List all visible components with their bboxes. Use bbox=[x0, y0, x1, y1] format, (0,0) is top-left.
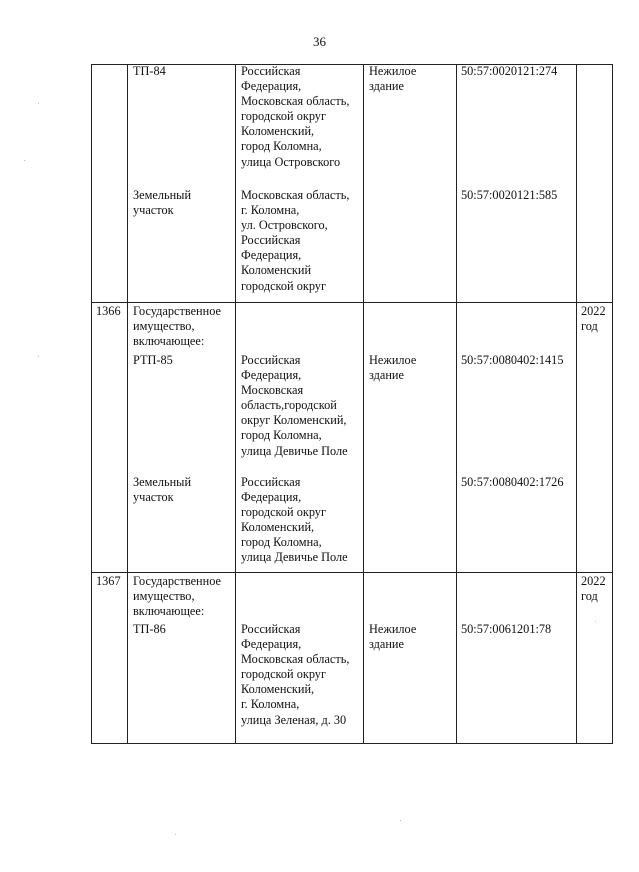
table-border-right bbox=[612, 64, 613, 744]
item-cadastral-number: 50:57:0061201:78 bbox=[461, 622, 552, 636]
item-cadastral-number: 50:57:0080402:1726 bbox=[461, 475, 564, 489]
item-name: ТП-86 bbox=[133, 622, 166, 636]
row-divider bbox=[91, 302, 613, 303]
scan-speck bbox=[38, 103, 39, 104]
item-type: Нежилое здание bbox=[369, 64, 417, 94]
item-address: Российская Федерация, городской округ Коломенский, город Коломна, улица Девичье Поле bbox=[241, 475, 348, 565]
row-header: Государственное имущество, включающее: bbox=[133, 574, 221, 619]
item-cadastral-number: 50:57:0080402:1415 bbox=[461, 353, 564, 367]
item-address: Российская Федерация, Московская область,городской округ Коломенский, город Коломна, улица Девичье Поле bbox=[241, 353, 348, 458]
page-number: 36 bbox=[313, 34, 326, 49]
item-type: Нежилое здание bbox=[369, 353, 417, 383]
row-header: Государственное имущество, включающее: bbox=[133, 304, 221, 349]
scan-speck bbox=[175, 834, 176, 835]
item-name: Земельный участок bbox=[133, 475, 192, 505]
scan-speck bbox=[38, 356, 39, 357]
row-divider bbox=[91, 572, 613, 573]
item-address: Российская Федерация, Московская область, городской округ Коломенский, город Коломна, улица Островского bbox=[241, 64, 350, 169]
item-name: РТП-85 bbox=[133, 353, 173, 367]
table-border-left bbox=[91, 64, 92, 744]
row-year: 2022 год bbox=[581, 574, 606, 604]
row-number: 1367 bbox=[96, 574, 121, 588]
row-year: 2022 год bbox=[581, 304, 606, 334]
column-divider-year bbox=[576, 64, 577, 744]
item-name: Земельный участок bbox=[133, 188, 192, 218]
scan-speck bbox=[595, 621, 596, 622]
item-cadastral-number: 50:57:0020121:274 bbox=[461, 64, 558, 78]
scan-speck bbox=[400, 820, 401, 821]
item-address: Российская Федерация, Московская область, городской округ Коломенский, г. Коломна, улица Зеленая, д. 30 bbox=[241, 622, 350, 727]
scan-speck bbox=[24, 160, 25, 161]
item-name: ТП-84 bbox=[133, 64, 166, 78]
column-divider-type bbox=[363, 64, 364, 744]
row-number: 1366 bbox=[96, 304, 121, 318]
column-divider-cadastral bbox=[456, 64, 457, 744]
column-divider-name bbox=[127, 64, 128, 744]
item-type: Нежилое здание bbox=[369, 622, 417, 652]
column-divider-address bbox=[235, 64, 236, 744]
item-address: Московская область, г. Коломна, ул. Островского, Российская Федерация, Коломенский городской округ bbox=[241, 188, 350, 293]
table-border-bottom bbox=[91, 743, 613, 744]
item-cadastral-number: 50:57:0020121:585 bbox=[461, 188, 558, 202]
